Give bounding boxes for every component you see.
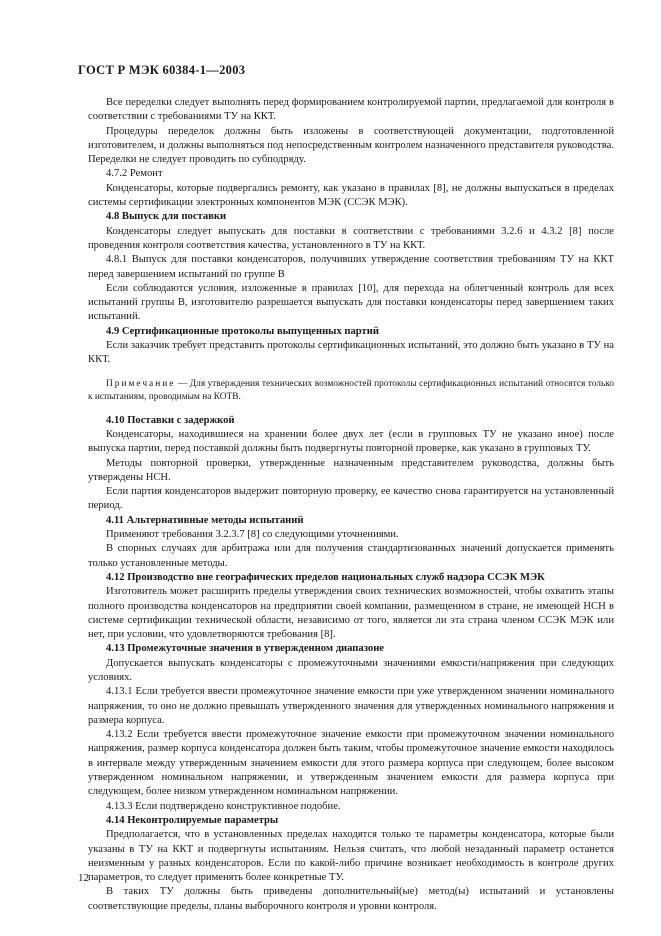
paragraph: Изготовитель может расширить пределы утверждения своих технических возможностей, чтобы охватить этапы полного производства конденсаторов на предприятии своей компании, размещенном в стране, не имеющей НСН в системе сертификации технической области, независимо от того, является ли эта страна членом ССЭК МЭК или нет, при условии, что удовлетворяются требования [8].	[88, 586, 614, 641]
document-header: ГОСТ Р МЭК 60384-1—2003	[78, 63, 246, 77]
paragraph: 4.13.2 Если требуется ввести промежуточное значение емкости при промежуточном значении номинального напряжения, размер корпуса конденсатора должен быть таким, чтобы промежуточное значение емкости находилось в интервале между утвержденным значением емкости для этого размера корпуса при следующем, более высоком утвержденном номинальном напряжении, и утвержденным значением емкости для размера корпуса при следующем, более низком утвержденном номинальном напряжении.	[88, 729, 614, 798]
note-paragraph	[88, 378, 614, 404]
paragraph: Конденсаторы, которые подвергались ремонту, как указано в правилах [8], не должны выпускаться в пределах системы сертификации электронных компонентов МЭК (ССЭК МЭК).	[88, 182, 614, 209]
paragraph: Все переделки следует выполнять перед формированием контролируемой партии, предлагаемой для контроля в соответствии с требованиями ТУ на ККТ.	[88, 97, 614, 123]
section-heading: 4.12 Производство вне географических пределов национальных служб надзора ССЭК МЭК	[106, 571, 545, 583]
note-label: Примечание	[106, 378, 176, 389]
page-number: 12	[78, 872, 89, 884]
paragraph: В таких ТУ должны быть приведены дополнительный(ые) метод(ы) испытаний и установлены соответствующие пределы, планы выборочного контроля и уровни контроля.	[88, 886, 614, 912]
note-text: — Для утверждения технических возможностей протоколы сертификационных испытаний относятся только к испытаниям, проводимым на КОТВ.	[88, 378, 614, 402]
paragraph: Допускается выпускать конденсаторы с промежуточными значениями емкости/напряжения при следующих условиях.	[88, 657, 614, 683]
paragraph: 4.13.3 Если подтверждено конструктивное подобие.	[106, 800, 341, 812]
paragraph: 4.8.1 Выпуск для поставки конденсаторов, получивших утверждение соответствия требованиям ТУ на ККТ перед завершением испытаний по группе В	[88, 254, 614, 280]
paragraph: Если партия конденсаторов выдержит повторную проверку, ее качество снова гарантируется на установленный период.	[88, 486, 614, 512]
paragraph: Если соблюдаются условия, изложенные в правилах [10], для перехода на облегченный контроль для всех испытаний группы В, изготовителю разрешается выпускать для поставки конденсаторы перед завершением таких испытаний.	[88, 282, 614, 323]
paragraph: Предполагается, что в установленных пределах находятся только те параметры конденсатора, которые были указаны в ТУ на ККТ и подвергнуты испытаниям. Нельзя считать, что любой незаданный параметр останется неизменным у разных конденсаторов. Если по какой-либо причине возникает необходимость в контроле других параметров, то следует применять более конкретные ТУ.	[88, 829, 614, 884]
section-heading: 4.11 Альтернативные методы испытаний	[106, 514, 304, 526]
section-heading: 4.14 Неконтролируемые параметры	[106, 814, 279, 826]
paragraph: Конденсаторы, находившиеся на хранении более двух лет (если в групповых ТУ не указано иное) после выпуска партии, перед поставкой должны быть подвергнуты повторной проверке, как указано в групповых ТУ.	[88, 428, 614, 455]
paragraph: 4.7.2 Ремонт	[106, 168, 163, 180]
paragraph: 4.13.1 Если требуется ввести промежуточное значение емкости при уже утвержденном значении номинального напряжения, то оно не должно превышать утвержденного значения для утвержденных номинального напряжения и размера корпуса.	[88, 686, 614, 726]
section-heading: 4.8 Выпуск для поставки	[106, 211, 227, 223]
paragraph: Процедуры переделок должны быть изложены в соответствующей документации, подготовленной изготовителем, и должны выполняться под непосредственным контролем назначенного представителя руководства. Переделки не следует проводить по субподряду.	[88, 125, 614, 166]
paragraph: Если заказчик требует представить протоколы сертификационных испытаний, это должно быть указано в ТУ на ККТ.	[88, 340, 614, 366]
paragraph: Конденсаторы следует выпускать для поставки в соответствии с требованиями 3.2.6 и 4.3.2 [8] после проведения контроля соответствия качества, установленного в ТУ на ККТ.	[88, 225, 614, 251]
section-heading: 4.13 Промежуточные значения в утвержденном диапазоне	[106, 643, 385, 655]
paragraph: В спорных случаях для арбитража или для получения стандартизованных значений допускается применять только установленные методы.	[88, 543, 614, 569]
document-body	[88, 96, 614, 914]
paragraph: Применяют требования 3.2.3.7 [8] со следующими уточнениями.	[106, 529, 399, 541]
section-heading: 4.10 Поставки с задержкой	[106, 414, 235, 426]
section-heading: 4.9 Сертификационные протоколы выпущенных партий	[106, 325, 379, 337]
paragraph: Методы повторной проверки, утвержденные назначенным представителем руководства, должны быть утверждены НСН.	[88, 457, 614, 483]
